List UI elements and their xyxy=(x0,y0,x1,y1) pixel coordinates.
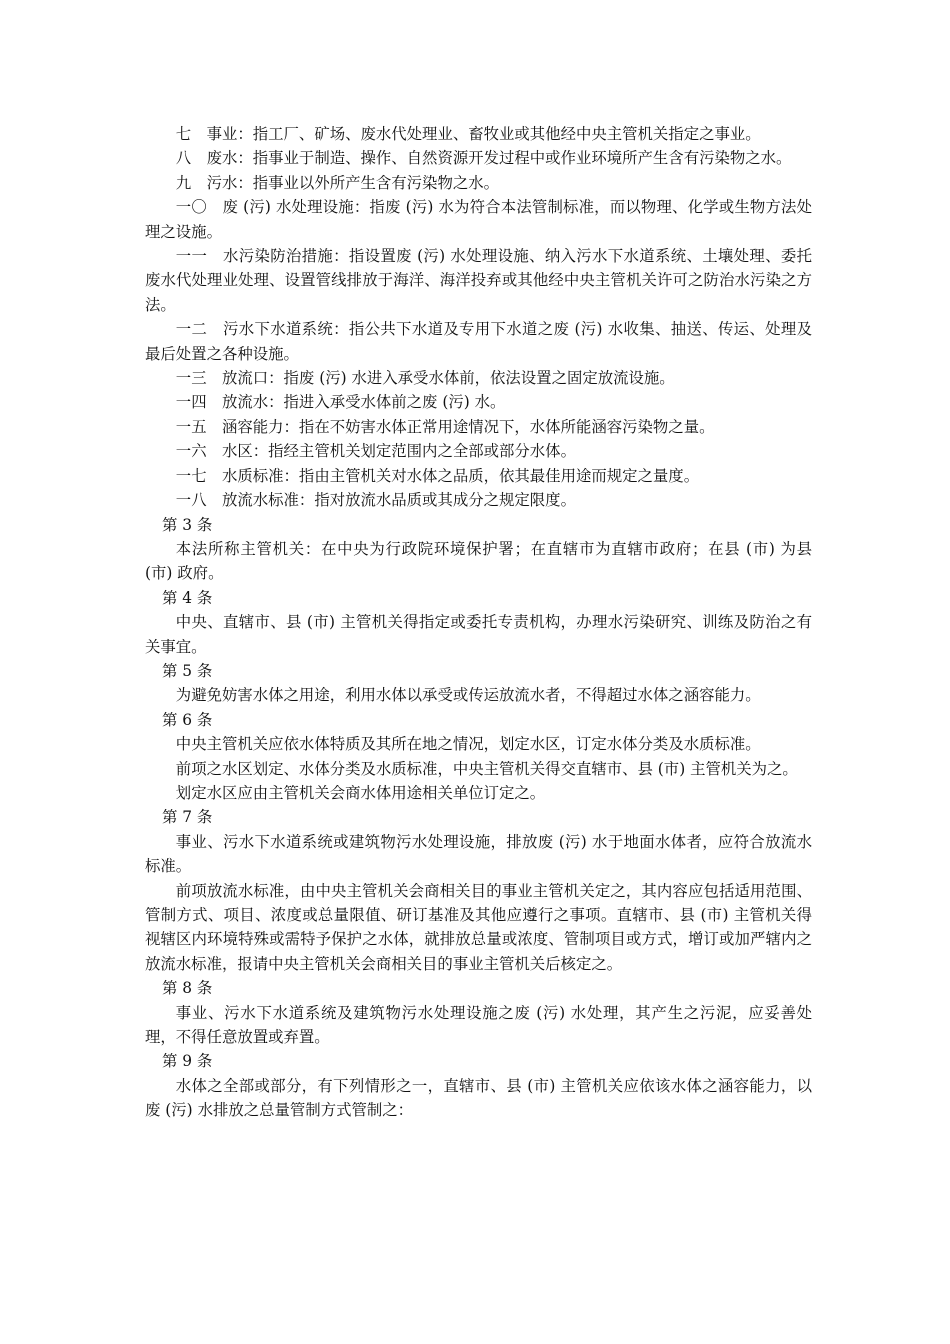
definition-item: 一五 涵容能力：指在不妨害水体正常用途情况下，水体所能涵容污染物之量。 xyxy=(175,417,715,436)
article-paragraph: 事业、污水下水道系统或建筑物污水处理设施，排放废 (污) 水于地面水体者，应符合放流水标准。 xyxy=(145,832,812,876)
article-paragraph: 本法所称主管机关：在中央为行政院环境保护署；在直辖市为直辖市政府；在县 (市) 为县 (市) 政府。 xyxy=(145,539,812,583)
article-paragraph: 前项之水区划定、水体分类及水质标准，中央主管机关得交直辖市、县 (市) 主管机关为之。 xyxy=(175,759,798,778)
article-heading: 第 6 条 xyxy=(161,710,213,729)
article-heading: 第 8 条 xyxy=(161,979,213,998)
definition-item: 一四 放流水：指进入承受水体前之废 (污) 水。 xyxy=(175,393,506,412)
article-heading: 第 9 条 xyxy=(161,1052,213,1071)
article-heading: 第 3 条 xyxy=(161,515,213,534)
definition-item: 一七 水质标准：指由主管机关对水体之品质，依其最佳用途而规定之量度。 xyxy=(175,466,700,485)
article-paragraph: 中央、直辖市、县 (市) 主管机关得指定或委托专责机构，办理水污染研究、训练及防治之有关事宜。 xyxy=(145,613,812,656)
article-paragraph: 水体之全部或部分，有下列情形之一，直辖市、县 (市) 主管机关应依该水体之涵容能力，以废 (污) 水排放之总量管制方式管制之： xyxy=(145,1076,812,1120)
article-paragraph: 事业、污水下水道系统及建筑物污水处理设施之废 (污) 水处理，其产生之污泥，应妥善处理，不得任意放置或弃置。 xyxy=(145,1003,812,1047)
article-paragraph: 中央主管机关应依水体特质及其所在地之情况，划定水区，订定水体分类及水质标准。 xyxy=(175,735,761,754)
article-paragraph: 前项放流水标准，由中央主管机关会商相关目的事业主管机关定之，其内容应包括适用范围、管制方式、项目、浓度或总量限值、研订基准及其他应遵行之事项。直辖市、县 (市) 主管机关得视辖区内环境特殊或需特予保护之水体，就排放总量或浓度、管制项目或方式，增订或加严辖内之放流水标准，报请中央主管机关会商相关目的事业主管机关后核定之。 xyxy=(145,881,812,973)
article-paragraph: 为避免妨害水体之用途，利用水体以承受或传运放流水者，不得超过水体之涵容能力。 xyxy=(175,686,761,705)
document-body xyxy=(145,122,812,1123)
definition-item: 七 事业：指工厂、矿场、废水代处理业、畜牧业或其他经中央主管机关指定之事业。 xyxy=(175,125,761,143)
article-paragraph: 划定水区应由主管机关会商水体用途相关单位订定之。 xyxy=(175,783,546,802)
article-heading: 第 5 条 xyxy=(161,661,213,680)
definition-item: 一二 污水下水道系统：指公共下水道及专用下水道之废 (污) 水收集、抽送、传运、处理及最后处置之各种设施。 xyxy=(145,320,812,363)
definition-item: 八 废水：指事业于制造、操作、自然资源开发过程中或作业环境所产生含有污染物之水。 xyxy=(175,149,792,168)
definition-item: 一六 水区：指经主管机关划定范围内之全部或部分水体。 xyxy=(175,442,576,461)
definition-list xyxy=(145,122,812,513)
article-heading: 第 7 条 xyxy=(161,808,213,827)
definition-item: 九 污水：指事业以外所产生含有污染物之水。 xyxy=(175,173,500,192)
definition-item: 一一 水污染防治措施：指设置废 (污) 水处理设施、纳入污水下水道系统、土壤处理、委托废水代处理业处理、设置管线排放于海洋、海洋投弃或其他经中央主管机关许可之防治水污染之方法。 xyxy=(145,247,812,314)
definition-item: 一〇 废 (污) 水处理设施：指废 (污) 水为符合本法管制标准，而以物理、化学或生物方法处理之设施。 xyxy=(145,198,812,241)
definition-item: 一三 放流口：指废 (污) 水进入承受水体前，依法设置之固定放流设施。 xyxy=(175,369,675,388)
article-heading: 第 4 条 xyxy=(161,588,213,607)
definition-item: 一八 放流水标准：指对放流水品质或其成分之规定限度。 xyxy=(175,491,576,510)
